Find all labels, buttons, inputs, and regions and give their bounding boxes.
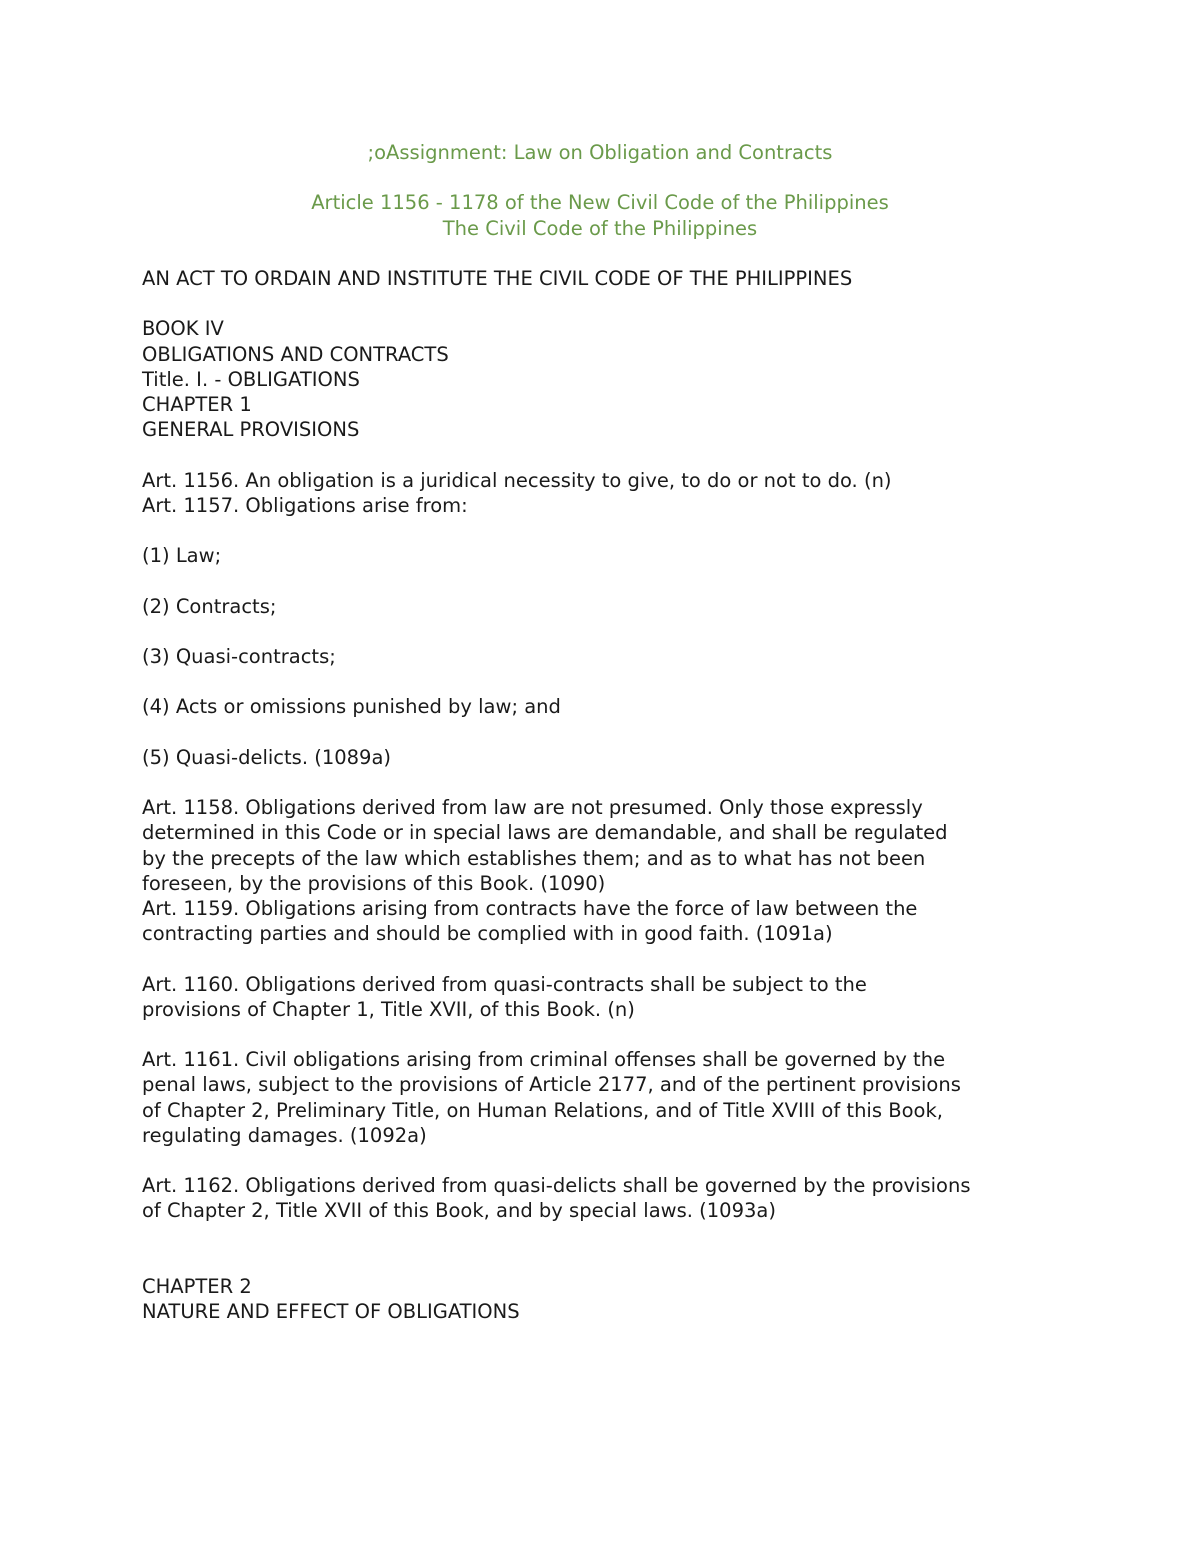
article-1158-line: determined in this Code or in special laws are demandable, and shall be regulated	[142, 821, 948, 845]
source-item-law: (1) Law;	[142, 544, 222, 568]
subtitle-articles: Article 1156 - 1178 of the New Civil Code of the Philippines	[311, 191, 889, 215]
article-1162	[142, 1173, 1072, 1223]
article-1158	[142, 795, 1072, 896]
article-1159-line: Art. 1159. Obligations arising from contracts have the force of law between the	[142, 896, 918, 920]
article-1158-line: Art. 1158. Obligations derived from law are not presumed. Only those expressly	[142, 796, 923, 820]
article-1162-line: of Chapter 2, Title XVII of this Book, and by special laws. (1093a)	[142, 1199, 776, 1223]
article-1157: Art. 1157. Obligations arise from:	[142, 493, 468, 517]
chapter-1-label: CHAPTER 1	[142, 392, 252, 416]
chapter-1-name: GENERAL PROVISIONS	[142, 418, 360, 442]
article-1160-line: Art. 1160. Obligations derived from quasi-contracts shall be subject to the	[142, 972, 867, 996]
subtitle-civil-code: The Civil Code of the Philippines	[442, 216, 758, 240]
source-item-quasi-delicts: (5) Quasi-delicts. (1089a)	[142, 745, 392, 769]
article-1161-line: regulating damages. (1092a)	[142, 1123, 427, 1147]
article-1162-line: Art. 1162. Obligations derived from quasi-delicts shall be governed by the provisions	[142, 1174, 971, 1198]
article-1160	[142, 972, 1072, 1022]
source-item-acts-omissions: (4) Acts or omissions punished by law; and	[142, 695, 561, 719]
article-1158-line: by the precepts of the law which establishes them; and as to what has not been	[142, 846, 926, 870]
document-body	[142, 140, 1072, 1324]
article-1160-line: provisions of Chapter 1, Title XVII, of this Book. (n)	[142, 997, 635, 1021]
article-1159	[142, 896, 1072, 946]
article-1161-line: penal laws, subject to the provisions of Article 2177, and of the pertinent provisions	[142, 1073, 961, 1097]
chapter-2-label: CHAPTER 2	[142, 1274, 252, 1298]
source-item-quasi-contracts: (3) Quasi-contracts;	[142, 644, 336, 668]
article-1161-line: of Chapter 2, Preliminary Title, on Human Relations, and of Title XVIII of this Book,	[142, 1098, 943, 1122]
article-1161	[142, 1047, 1072, 1148]
article-1156: Art. 1156. An obligation is a juridical necessity to give, to do or not to do. (n)	[142, 468, 892, 492]
article-1158-line: foreseen, by the provisions of this Book. (1090)	[142, 871, 606, 895]
source-item-contracts: (2) Contracts;	[142, 594, 277, 618]
assignment-title: ;oAssignment: Law on Obligation and Contracts	[367, 141, 833, 164]
act-title: AN ACT TO ORDAIN AND INSTITUTE THE CIVIL CODE OF THE PHILIPPINES	[142, 266, 853, 290]
article-1161-line: Art. 1161. Civil obligations arising from criminal offenses shall be governed by the	[142, 1048, 946, 1072]
chapter-2-name: NATURE AND EFFECT OF OBLIGATIONS	[142, 1300, 520, 1324]
book-name: OBLIGATIONS AND CONTRACTS	[142, 342, 449, 366]
article-1159-line: contracting parties and should be complied with in good faith. (1091a)	[142, 922, 833, 946]
title-label: Title. I. - OBLIGATIONS	[142, 367, 360, 391]
book-label: BOOK IV	[142, 317, 224, 341]
